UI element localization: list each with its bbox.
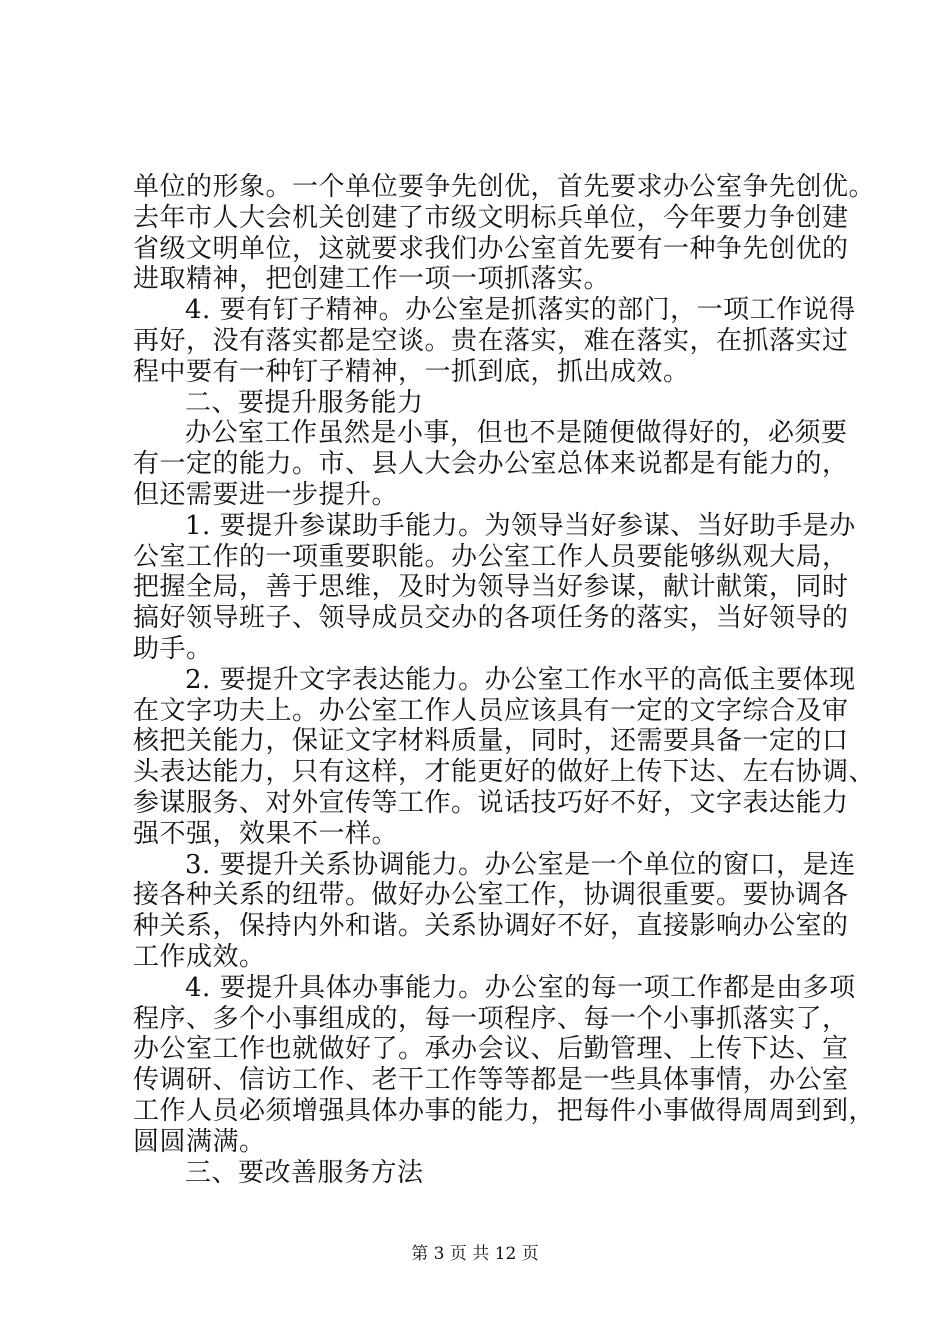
text-line: 工作人员必须增强具体办事的能力，把每件小事做得周周到到， [133,1095,876,1126]
text-line: 有一定的能力。市、县人大会办公室总体来说都是有能力的， [133,449,849,480]
text-line: 程序、多个小事组成的，每一项程序、每一个小事抓落实了， [133,1003,849,1034]
text-line: 参谋服务、对外宣传等工作。说话技巧好不好，文字表达能力 [133,787,849,818]
text-line: 接各种关系的纽带。做好办公室工作，协调很重要。要协调各 [133,880,849,911]
section-heading: 三、要改善服务方法 [185,1157,424,1188]
text-line: 头表达能力，只有这样，才能更好的做好上传下达、左右协调、 [133,757,876,788]
paragraph-first-line: 2. 要提升文字表达能力。办公室工作水平的高低主要体现 [185,664,856,695]
text-line: 工作成效。 [133,941,266,972]
paragraph-first-line: 3. 要提升关系协调能力。办公室是一个单位的窗口，是连 [185,849,856,880]
text-line: 办公室工作也就做好了。承办会议、后勤管理、上传下达、宣 [133,1034,849,1065]
text-line: 程中要有一种钉子精神，一抓到底，抓出成效。 [133,356,690,387]
text-line: 传调研、信访工作、老干工作等等都是一些具体事情，办公室 [133,1065,849,1096]
paragraph-first-line: 4. 要有钉子精神。办公室是抓落实的部门，一项工作说得 [185,295,856,326]
text-line: 搞好领导班子、领导成员交办的各项任务的落实，当好领导的 [133,603,849,634]
text-line: 种关系，保持内外和谐。关系协调好不好，直接影响办公室的 [133,911,849,942]
text-line: 圆圆满满。 [133,1126,266,1157]
text-line: 单位的形象。一个单位要争先创优，首先要求办公室争先创优。 [133,172,876,202]
document-body [133,172,876,1188]
text-line: 去年市人大会机关创建了市级文明标兵单位，今年要力争创建 [133,202,849,233]
text-line: 强不强，效果不一样。 [133,818,399,849]
text-line: 在文字功夫上。办公室工作人员应该具有一定的文字综合及审 [133,695,849,726]
text-line: 把握全局，善于思维，及时为领导当好参谋，献计献策，同时 [133,572,849,603]
paragraph-first-line: 4. 要提升具体办事能力。办公室的每一项工作都是由多项 [185,972,856,1003]
paragraph-first-line: 办公室工作虽然是小事，但也不是随便做得好的，必须要 [185,418,848,449]
text-line: 核把关能力，保证文字材料质量，同时，还需要具备一定的口 [133,726,849,757]
text-line: 再好，没有落实都是空谈。贵在落实，难在落实，在抓落实过 [133,325,849,356]
page-number-footer: 第 3 页 共 12 页 [411,1244,539,1264]
text-line: 但还需要进一步提升。 [133,479,399,510]
paragraph-first-line: 1. 要提升参谋助手能力。为领导当好参谋、当好助手是办 [185,510,856,541]
text-line: 省级文明单位，这就要求我们办公室首先要有一种争先创优的 [133,233,849,264]
text-line: 助手。 [133,633,213,664]
text-line: 公室工作的一项重要职能。办公室工作人员要能够纵观大局， [133,541,849,572]
section-heading: 二、要提升服务能力 [185,387,424,418]
text-line: 进取精神，把创建工作一项一项抓落实。 [133,264,611,295]
